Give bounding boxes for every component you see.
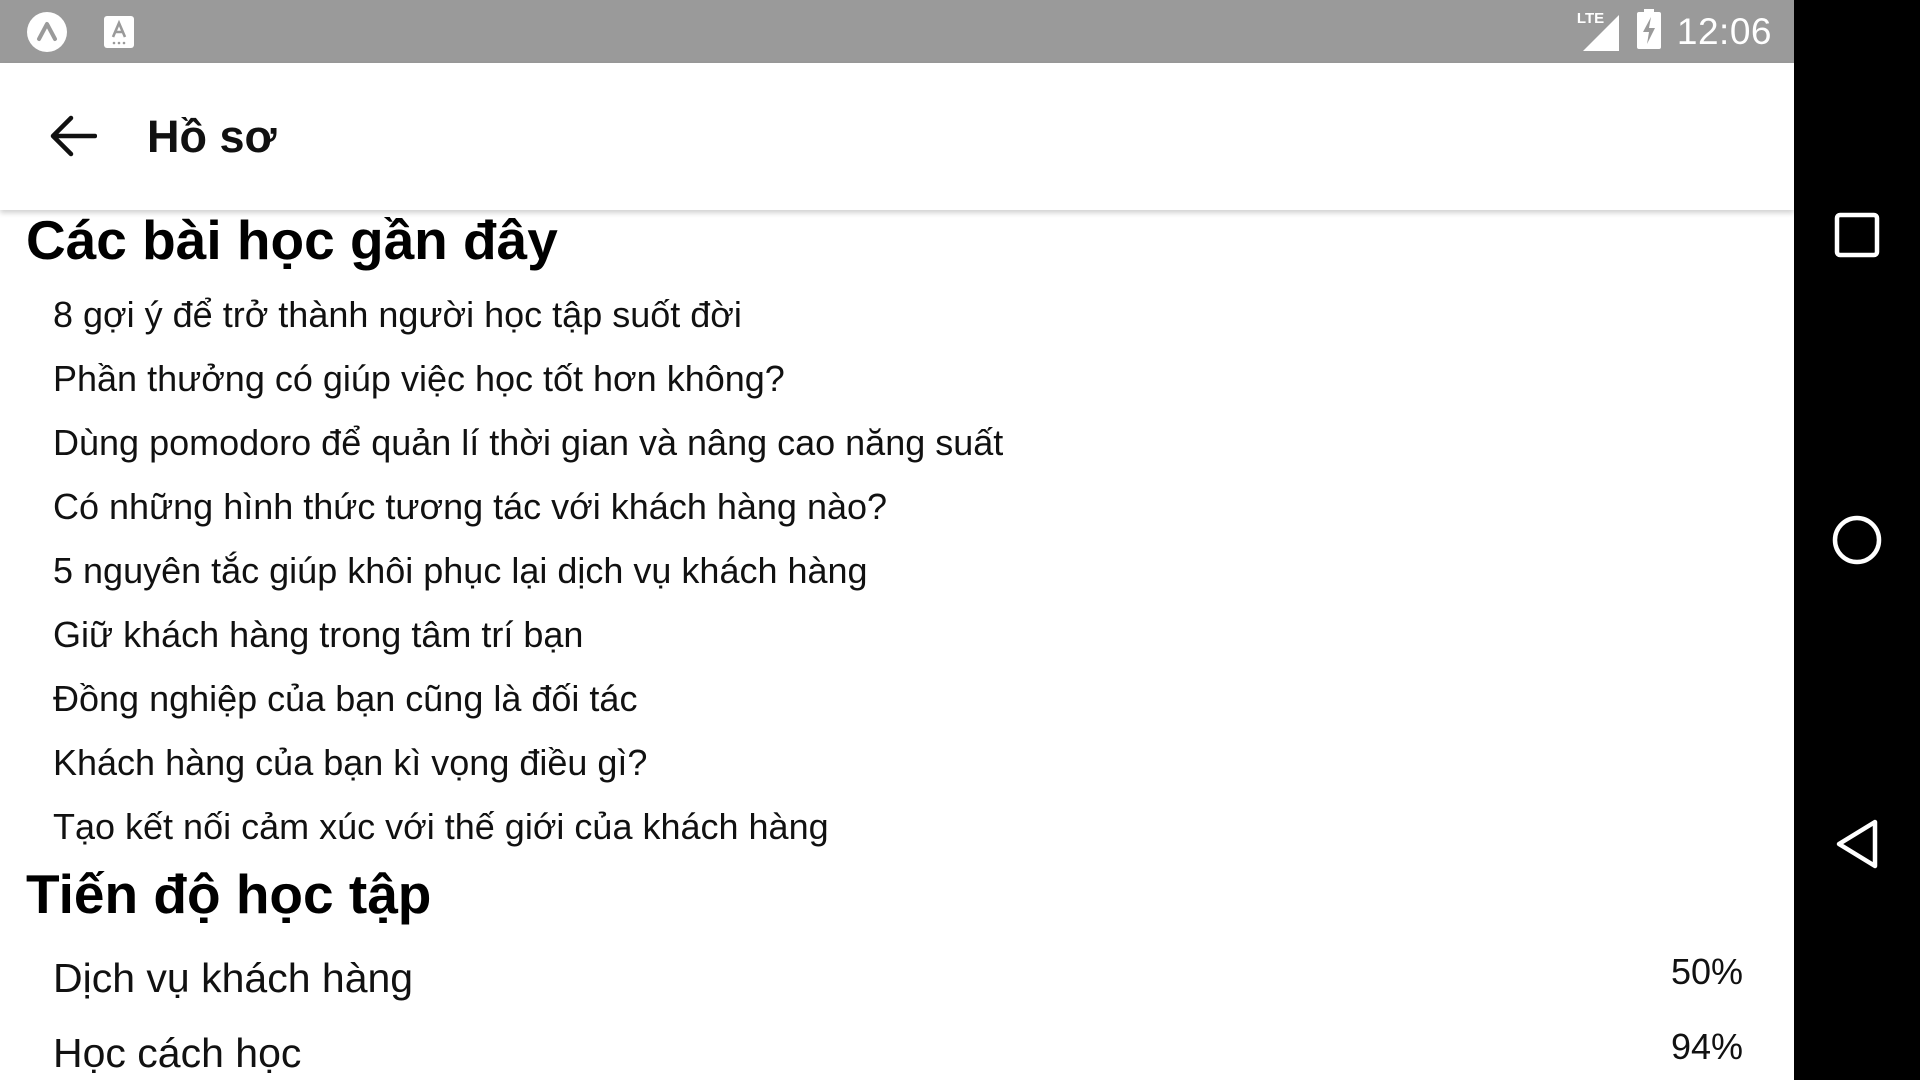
battery-charging-icon [1637, 9, 1661, 54]
lesson-item[interactable]: Giữ khách hàng trong tâm trí bạn [53, 614, 584, 655]
notification-icons [26, 11, 140, 53]
progress-percent: 94% [1670, 1026, 1743, 1067]
home-button[interactable] [1794, 480, 1920, 600]
home-circle-icon [1831, 514, 1883, 566]
network-type-label: LTE [1576, 9, 1605, 27]
progress-row-customer-service[interactable] [53, 951, 1743, 1001]
app-bar [0, 63, 1794, 210]
recents-square-icon [1834, 212, 1880, 258]
back-triangle-icon [1834, 818, 1880, 870]
progress-course-name: Học cách học [53, 1030, 302, 1076]
status-bar [0, 0, 1794, 63]
progress-row-learning-how-to-learn[interactable] [53, 1026, 1743, 1076]
recents-button[interactable] [1794, 175, 1920, 295]
lesson-item[interactable]: Phần thưởng có giúp việc học tốt hơn không? [53, 358, 785, 399]
progress-course-name: Dịch vụ khách hàng [53, 955, 414, 1001]
back-button[interactable] [40, 103, 106, 169]
app-notification-icon [26, 11, 68, 53]
lesson-item[interactable]: Có những hình thức tương tác với khách hàng nào? [53, 486, 888, 527]
lesson-item[interactable]: Tạo kết nối cảm xúc với thế giới của khách hàng [53, 806, 829, 847]
recent-lessons-heading: Các bài học gần đây [26, 210, 558, 271]
arrow-left-icon [49, 114, 97, 158]
progress-percent: 50% [1670, 951, 1743, 992]
lesson-item[interactable]: Dùng pomodoro để quản lí thời gian và nâng cao năng suất [53, 422, 1004, 463]
lesson-item[interactable]: 5 nguyên tắc giúp khôi phục lại dịch vụ khách hàng [53, 550, 868, 591]
keyboard-notification-icon [98, 11, 140, 53]
lesson-item[interactable]: Khách hàng của bạn kì vọng điều gì? [53, 742, 648, 783]
progress-heading: Tiến độ học tập [26, 863, 432, 925]
lte-signal-icon [1576, 9, 1621, 53]
page-title: Hồ sơ [147, 111, 277, 162]
status-indicators [1576, 0, 1772, 63]
navigation-bar [1794, 0, 1920, 1080]
system-back-button[interactable] [1794, 784, 1920, 904]
status-clock: 12:06 [1676, 10, 1772, 52]
lesson-item[interactable]: Đồng nghiệp của bạn cũng là đối tác [53, 678, 638, 719]
profile-content[interactable] [0, 210, 1794, 1080]
lesson-item[interactable]: 8 gợi ý để trở thành người học tập suốt đời [53, 294, 742, 335]
